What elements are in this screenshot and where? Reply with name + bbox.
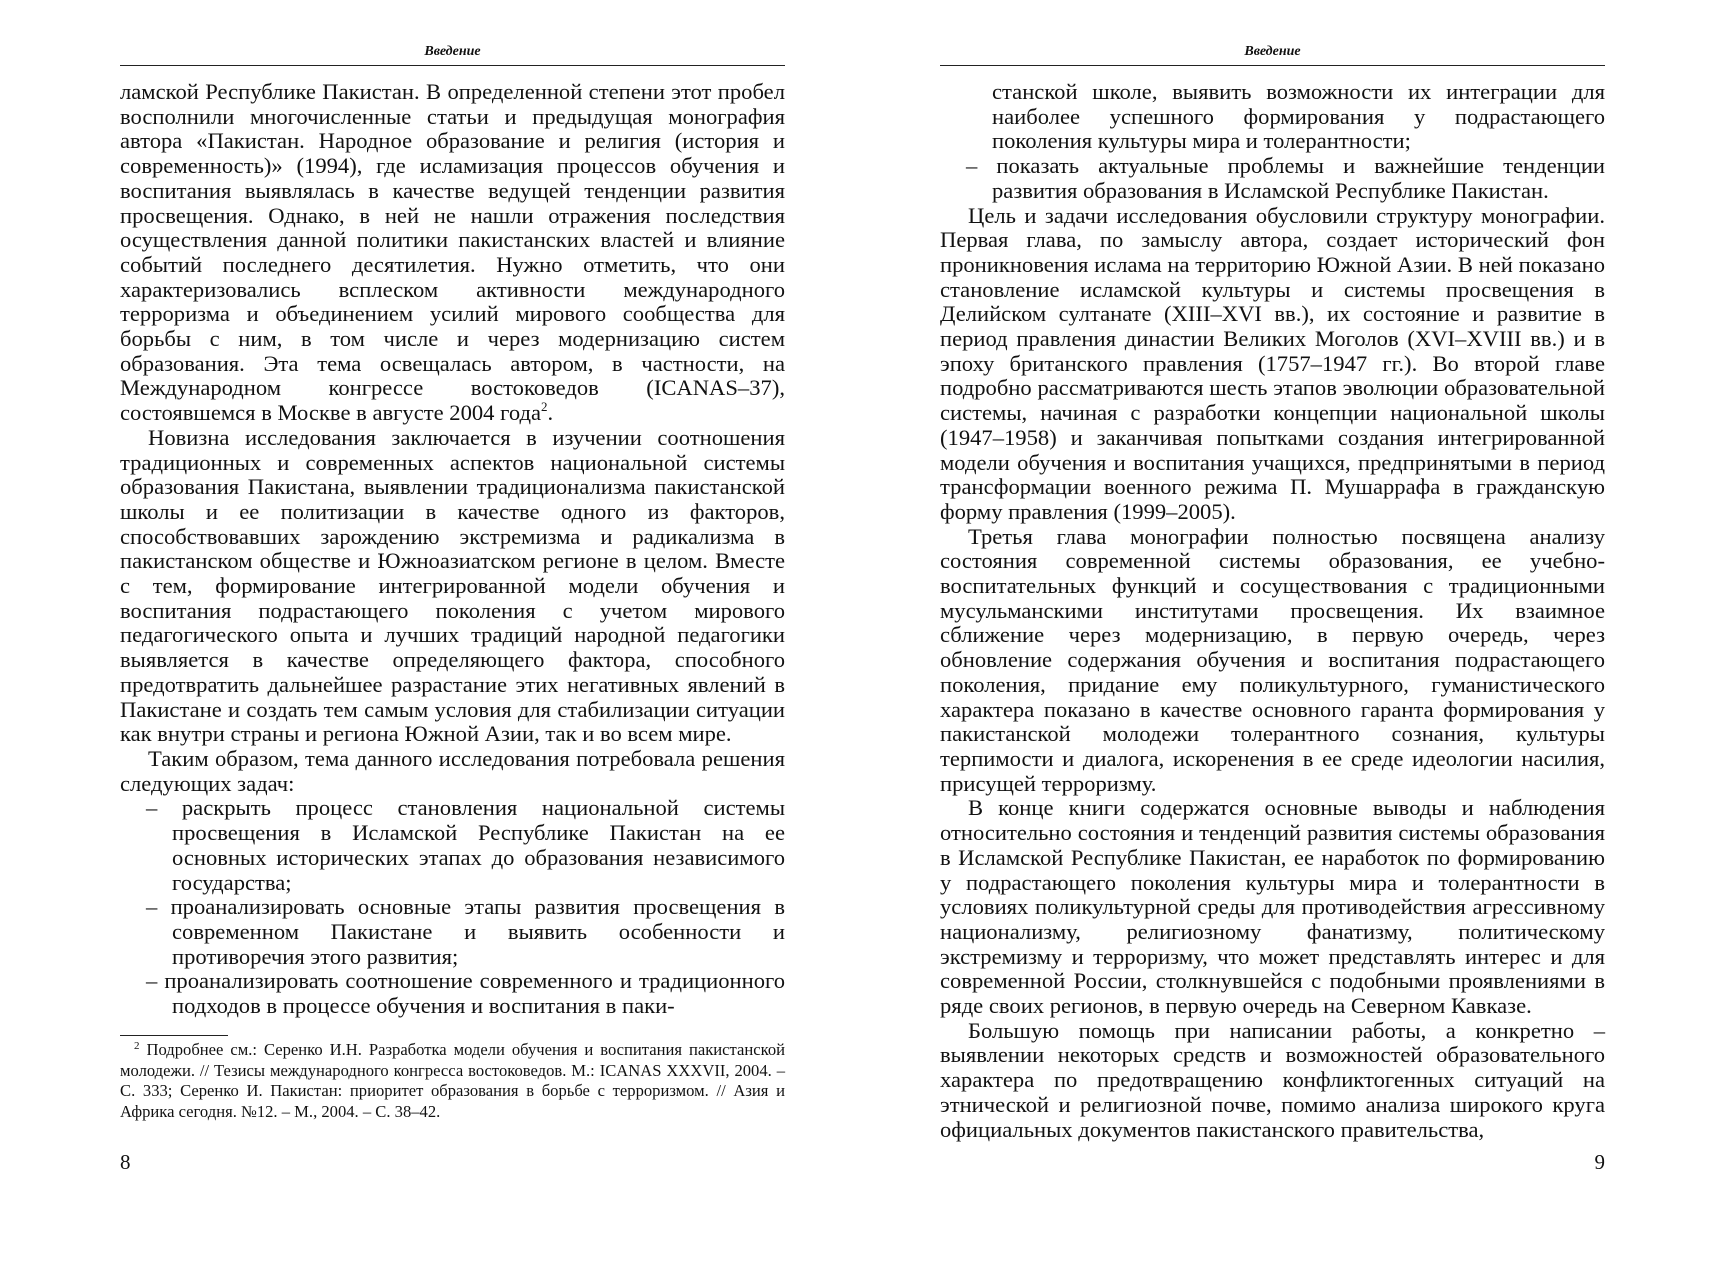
running-head: Введение: [1244, 44, 1301, 59]
page-body: [940, 80, 1605, 1142]
paragraph: Третья глава монографии полностью посвящена анализу состояния современной системы образования, ее учебно-воспитательных функций и сосуществования с традиционными мусульманскими институтами просвещения. Их взаимное сближение через модернизацию, в первую очередь, через обновление содержания обучения и воспитания подрастающего поколения, придание ему поликультурного, гуманистического характера показано в качестве основного гаранта формирования у пакистанской молодежи толерантного сознания, культуры терпимости и диалога, искоренения в ее среде идеологии насилия, присущей терроризму.: [940, 523, 1605, 796]
footnote: [120, 1040, 785, 1122]
page-body: [120, 80, 785, 1019]
paragraph: В конце книги содержатся основные выводы и наблюдения относительно состояния и тенденций развития системы образования в Исламской Республике Пакистан, ее наработок по формированию у подрастающего поколения культуры мира и толерантности в условиях поликультурной среды для противодействия агрессивному национализму, религиозному фанатизму, политическому экстремизму и терроризму, что может представлять интерес и для современной России, столкнувшейся с подобными проявлениями в ряде своих регионов, в первую очередь на Северном Кавказе.: [940, 795, 1605, 1019]
page-number: 8: [120, 1150, 131, 1174]
list-item: – проанализировать соотношение современного и традиционного подходов в процессе обучения и воспитания в паки-: [146, 968, 785, 1019]
paragraph: [120, 80, 785, 426]
header-rule: [940, 65, 1605, 66]
paragraph: Новизна исследования заключается в изучении соотношения традиционных и современных аспектов национальной системы образования Пакистана, выявлении традиционализма пакистанской школы и ее политизации в качестве одного из факторов, способствовавших зарождению экстремизма и радикализма в пакистанском обществе и Южноазиатском регионе в целом. Вместе с тем, формирование интегрированной модели обучения и воспитания подрастающего поколения с учетом мирового педагогического опыта и лучших традиций народной педагогики выявляется в качестве определяющего фактора, способного предотвратить дальнейшее разрастание этих негативных явлений в Пакистане и создать тем самым условия для стабилизации ситуации как внутри страны и региона Южной Азии, так и во всем мире.: [120, 424, 785, 747]
paragraph: Большую помощь при написании работы, а конкретно – выявлении некоторых средств и возможностей образовательного характера по предотвращению конфликтогенных ситуаций на этнической и религиозной почве, помимо анализа широкого круга официальных документов пакистанского правительства,: [940, 1017, 1605, 1142]
running-head: Введение: [424, 44, 481, 59]
footnote-text: Подробнее см.: Серенко И.Н. Разработка модели обучения и воспитания пакистанской молодежи. // Тезисы международного конгресса востоковедов. М.: ICANAS XXXVII, 2004. – С. 333; Серенко И. Пакистан: приоритет образования в борьбе с терроризмом. // Азия и Африка сегодня. №12. – М., 2004. – С. 38–42.: [120, 1040, 785, 1121]
list-item: – раскрыть процесс становления национальной системы просвещения в Исламской Республике Пакистан на ее основных исторических этапах до образования независимого государства;: [146, 795, 785, 895]
footnote-number: 2: [134, 1040, 140, 1052]
right-page: [940, 0, 1605, 1270]
page-number: 9: [1594, 1150, 1605, 1174]
footnote-rule: [120, 1035, 228, 1036]
paragraph: Таким образом, тема данного исследования потребовала решения следующих задач:: [120, 745, 785, 796]
paragraph-end: .: [547, 400, 554, 426]
left-page: [120, 0, 785, 1270]
paragraph-text: ламской Республике Пакистан. В определенной степени этот пробел восполнили многочисленные статьи и предыдущая монография автора «Пакистан. Народное образование и религия (история и современность)» (1994), где исламизация процессов обучения и воспитания выявлялась в качестве ведущей тенденции развития просвещения. Однако, в ней не нашли отражения последствия осуществления данной политики пакистанских властей и влияние событий последнего десятилетия. Нужно отметить, что они характеризовались всплеском активности международного терроризма и объединением усилий мирового сообщества для борьбы с ним, в том числе и через модернизацию систем образования. Эта тема освещалась автором, в частности, на Международном конгрессе востоковедов (ICANAS–37), состоявшемся в Москве в августе 2004 года: [120, 79, 785, 426]
header-rule: [120, 65, 785, 66]
list-item: – проанализировать основные этапы развития просвещения в современном Пакистане и выявить особенности и противоречия этого развития;: [146, 894, 785, 969]
list-item: – показать актуальные проблемы и важнейшие тенденции развития образования в Исламской Республике Пакистан.: [966, 153, 1605, 203]
paragraph: Цель и задачи исследования обусловили структуру монографии. Первая глава, по замыслу автора, создает исторический фон проникновения ислама на территорию Южной Азии. В ней показано становление исламской культуры и системы просвещения в Делийском султанате (XIII–XVI вв.), их состояние и развитие в период правления династии Великих Моголов (XVI–XVIII вв.) и в эпоху британского правления (1757–1947 гг.). Во второй главе подробно рассматриваются шесть этапов эволюции образовательной системы, начиная с разработки концепции национальной школы (1947–1958) и заканчивая попытками создания интегрированной модели обучения и воспитания учащихся, предпринятыми в период трансформации военного режима П. Мушаррафа в гражданскую форму правления (1999–2005).: [940, 202, 1605, 524]
list-item-continuation: станской школе, выявить возможности их интеграции для наиболее успешного формирования у подрастающего поколения культуры мира и толерантности;: [992, 79, 1605, 154]
footnote-ref: 2: [541, 399, 548, 415]
